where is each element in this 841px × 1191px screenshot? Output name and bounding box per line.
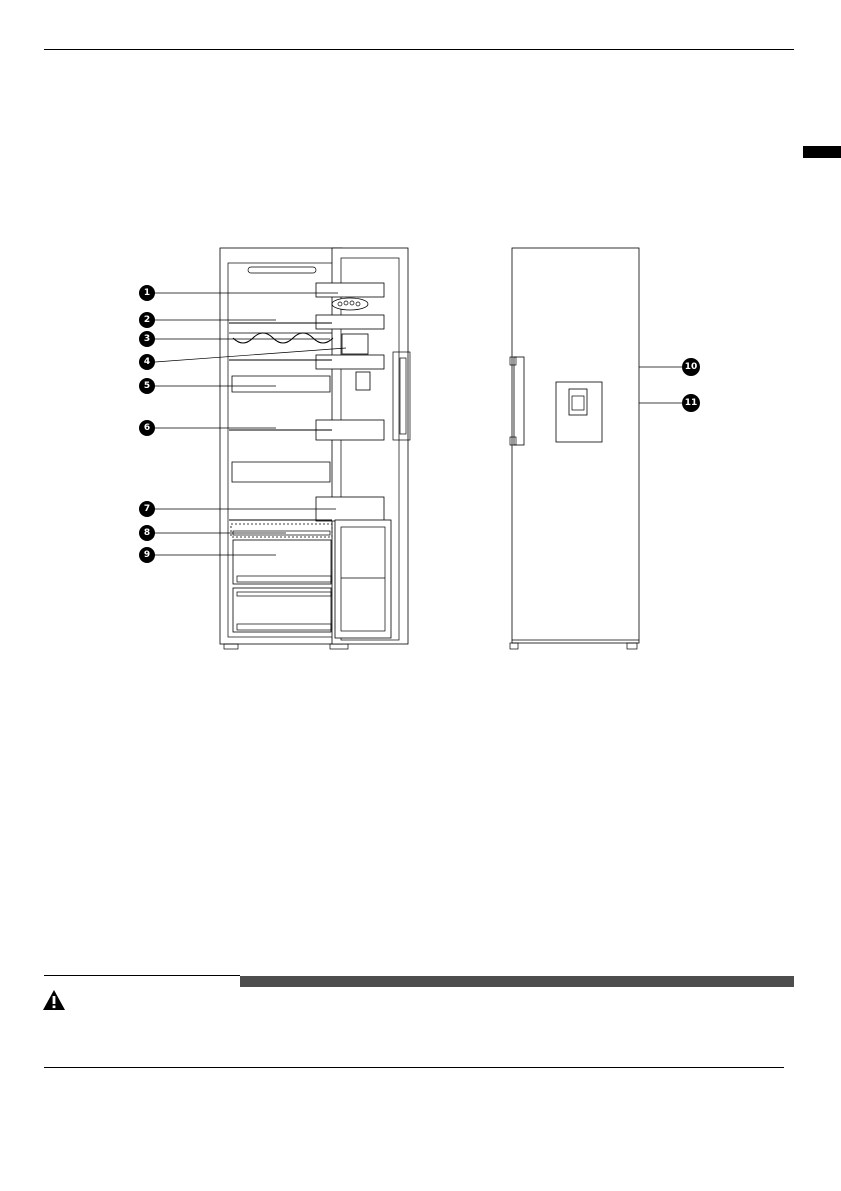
callout-11 (682, 394, 700, 412)
callout-3 (139, 331, 155, 347)
svg-text:4: 4 (143, 357, 151, 367)
warning-bar (240, 976, 794, 987)
callout-8 (139, 525, 155, 541)
callout-2 (139, 312, 155, 328)
svg-text:11: 11 (684, 398, 698, 408)
language-tab (803, 146, 841, 158)
warning-rule (44, 975, 240, 976)
callout-9 (139, 547, 155, 563)
closed-refrigerator-illustration (510, 248, 639, 649)
svg-text:7: 7 (143, 504, 151, 514)
callout-5 (139, 378, 155, 394)
svg-text:1: 1 (143, 288, 151, 298)
callout-7 (139, 501, 155, 517)
svg-text:5: 5 (143, 381, 151, 391)
footer-rule (44, 1067, 784, 1068)
svg-text:10: 10 (684, 362, 698, 372)
svg-text:3: 3 (143, 334, 151, 344)
header-rule (44, 49, 794, 50)
svg-text:6: 6 (143, 423, 151, 433)
callout-4 (139, 354, 155, 370)
refrigerator-diagram (0, 230, 841, 660)
svg-text:9: 9 (143, 550, 151, 560)
callout-6 (139, 420, 155, 436)
open-refrigerator-illustration (220, 248, 410, 649)
svg-text:8: 8 (143, 528, 151, 538)
svg-text:2: 2 (143, 315, 151, 325)
warning-triangle-icon (42, 989, 66, 1011)
callout-10 (682, 358, 700, 376)
callout-1 (139, 285, 155, 301)
